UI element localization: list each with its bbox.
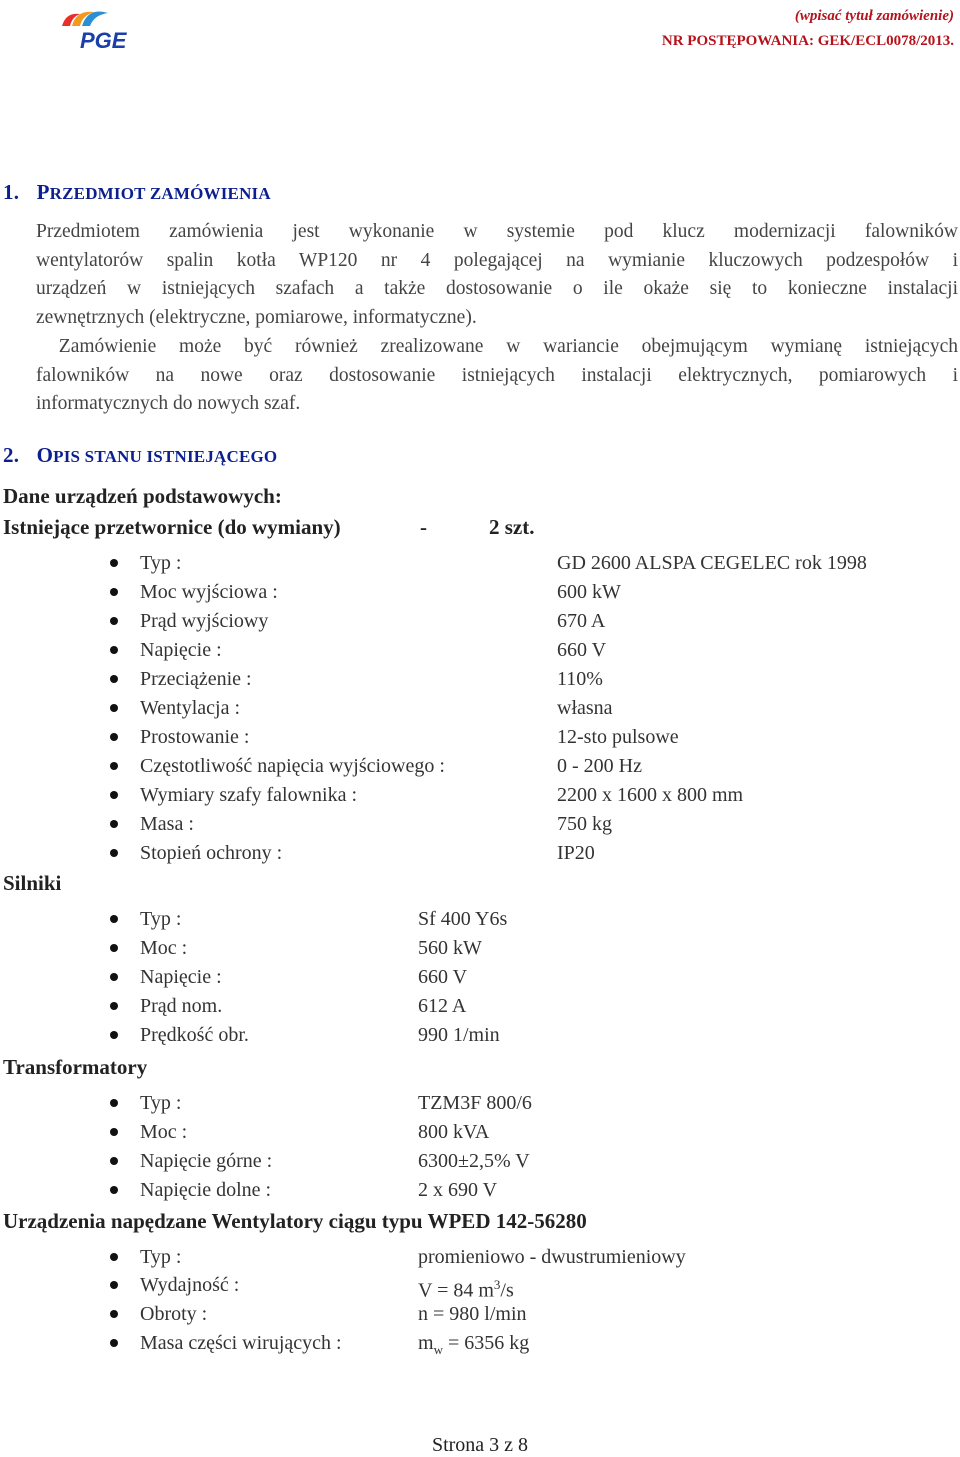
item-label: Typ : <box>140 1092 182 1114</box>
item-value: Sf 400 Y6s <box>418 908 508 930</box>
item-label: Stopień ochrony : <box>140 842 283 864</box>
item-label: Prędkość obr. <box>140 1024 249 1046</box>
item-label: Typ : <box>140 1246 182 1268</box>
bullet-icon <box>110 944 118 952</box>
section1-number: 1. <box>3 180 20 204</box>
section1-paragraph1 <box>36 218 958 332</box>
item-label: Napięcie górne : <box>140 1150 273 1172</box>
section1-paragraph2 <box>36 333 958 419</box>
item-value: 990 1/min <box>418 1024 500 1046</box>
header-title-placeholder: (wpisać tytuł zamówienie) <box>794 8 954 24</box>
bullet-icon <box>110 1002 118 1010</box>
item-label: Wentylacja : <box>140 697 241 719</box>
paragraph-line: zewnętrznych (elektryczne, pomiarowe, informatyczne). <box>36 306 477 328</box>
item-value: promieniowo - dwustrumieniowy <box>418 1246 686 1268</box>
item-value: 110% <box>557 668 603 690</box>
paragraph-line: Przedmiotem zamówienia jest wykonanie w systemie pod klucz modernizacji falowników <box>36 221 958 242</box>
item-value: 660 V <box>557 639 607 661</box>
bullet-icon <box>110 1281 118 1289</box>
item-value: TZM3F 800/6 <box>418 1092 532 1114</box>
item-label: Typ : <box>140 552 182 574</box>
item-label: Częstotliwość napięcia wyjściowego : <box>140 755 445 777</box>
bullet-icon <box>110 1186 118 1194</box>
paragraph-line: informatycznych do nowych szaf. <box>36 393 301 414</box>
item-label: Masa części wirujących : <box>140 1332 342 1354</box>
logo-wordmark: PGE <box>80 28 127 52</box>
item-value: 600 kW <box>557 581 621 603</box>
paragraph-line: falowników na nowe oraz dostosowanie istniejących instalacji elektrycznych, pomiarowych i <box>36 364 958 386</box>
item-label: Wydajność : <box>140 1274 240 1296</box>
item-value: GD 2600 ALSPA CEGELEC rok 1998 <box>557 552 867 574</box>
bullet-icon <box>110 1031 118 1039</box>
bullet-icon <box>110 1253 118 1261</box>
item-label: Napięcie : <box>140 966 222 988</box>
item-value: własna <box>557 697 613 719</box>
item-label: Moc : <box>140 1121 188 1143</box>
item-value: 750 kg <box>557 813 612 835</box>
item-label: Prąd wyjściowy <box>140 610 269 632</box>
item-value: 612 A <box>418 995 467 1017</box>
converters-heading-text: Istniejące przetwornice (do wymiany) <box>3 515 341 539</box>
paragraph-line: Zamówienie może być również zrealizowane w wariancie obejmującym wymianę istniejących <box>36 336 958 357</box>
pge-logo <box>58 8 148 52</box>
item-label: Moc : <box>140 937 188 959</box>
item-label: Napięcie : <box>140 639 222 661</box>
paragraph-line: urządzeń w istniejących szafach a także dostosowanie o ile okaże się to konieczne instalacji <box>36 278 958 299</box>
basic-devices-subheading: Dane urządzeń podstawowych: <box>3 484 282 508</box>
bullet-icon <box>110 1310 118 1318</box>
bullet-icon <box>110 559 118 567</box>
bullet-icon <box>110 675 118 683</box>
bullet-icon <box>110 820 118 828</box>
item-value: 0 - 200 Hz <box>557 755 642 777</box>
bullet-icon <box>110 1157 118 1165</box>
item-label: Typ : <box>140 908 182 930</box>
item-value: V = 84 $m^3/s$ <box>418 1277 514 1302</box>
motors-heading: Silniki <box>3 871 62 895</box>
item-value: 2 x 690 V <box>418 1179 498 1201</box>
section2-number: 2. <box>3 443 20 467</box>
item-label: Masa : <box>140 813 194 835</box>
item-label: Obroty : <box>140 1303 208 1325</box>
item-label: Moc wyjściowa : <box>140 581 278 603</box>
item-value: $m_w = 6356$ kg <box>418 1332 530 1357</box>
section1-title-first: P <box>36 180 50 204</box>
item-label: Wymiary szafy falownika : <box>140 784 358 806</box>
bullet-icon <box>110 617 118 625</box>
item-value: 12-sto pulsowe <box>557 726 679 748</box>
item-value: 2200 x 1600 x 800 mm <box>557 784 744 806</box>
item-value: 560 kW <box>418 937 482 959</box>
bullet-icon <box>110 1099 118 1107</box>
item-label: Prostowanie : <box>140 726 250 748</box>
transformers-heading: Transformatory <box>3 1055 148 1079</box>
converters-quantity: 2 szt. <box>489 515 535 539</box>
bullet-icon <box>110 733 118 741</box>
item-label: Napięcie dolne : <box>140 1179 272 1201</box>
item-label: Prąd nom. <box>140 995 223 1017</box>
converters-dash: - <box>420 515 427 539</box>
section1-title-rest: RZEDMIOT ZAMÓWIENIA <box>49 184 271 203</box>
item-value: 670 A <box>557 610 606 632</box>
item-value: 800 kVA <box>418 1121 490 1143</box>
paragraph-line: wentylatorów spalin kotła WP120 nr 4 polegającej na wymianie kluczowych podzespołów i <box>36 249 958 271</box>
header-proceeding-number: NR POSTĘPOWANIA: GEK/ECL0078/2013. <box>661 33 954 49</box>
item-value: n = 980 l/min <box>418 1303 527 1325</box>
section1-heading <box>3 180 271 205</box>
fans-heading: Urządzenia napędzane Wentylatory ciągu typu WPED 142-56280 <box>3 1209 587 1233</box>
item-value: IP20 <box>557 842 595 864</box>
section2-title-rest: PIS STANU ISTNIEJĄCEGO <box>53 447 278 466</box>
bullet-icon <box>110 646 118 654</box>
section2-title-first: O <box>36 443 54 467</box>
bullet-icon <box>110 762 118 770</box>
page-number: Strona 3 z 8 <box>431 1434 529 1456</box>
bullet-icon <box>110 704 118 712</box>
item-value: 6300±2,5% V <box>418 1150 530 1172</box>
section2-heading <box>3 443 277 468</box>
bullet-icon <box>110 791 118 799</box>
bullet-icon <box>110 915 118 923</box>
converters-heading <box>3 515 535 540</box>
bullet-icon <box>110 849 118 857</box>
bullet-icon <box>110 588 118 596</box>
bullet-icon <box>110 1339 118 1347</box>
item-value: 660 V <box>418 966 468 988</box>
bullet-icon <box>110 1128 118 1136</box>
bullet-icon <box>110 973 118 981</box>
item-label: Przeciążenie : <box>140 668 252 690</box>
